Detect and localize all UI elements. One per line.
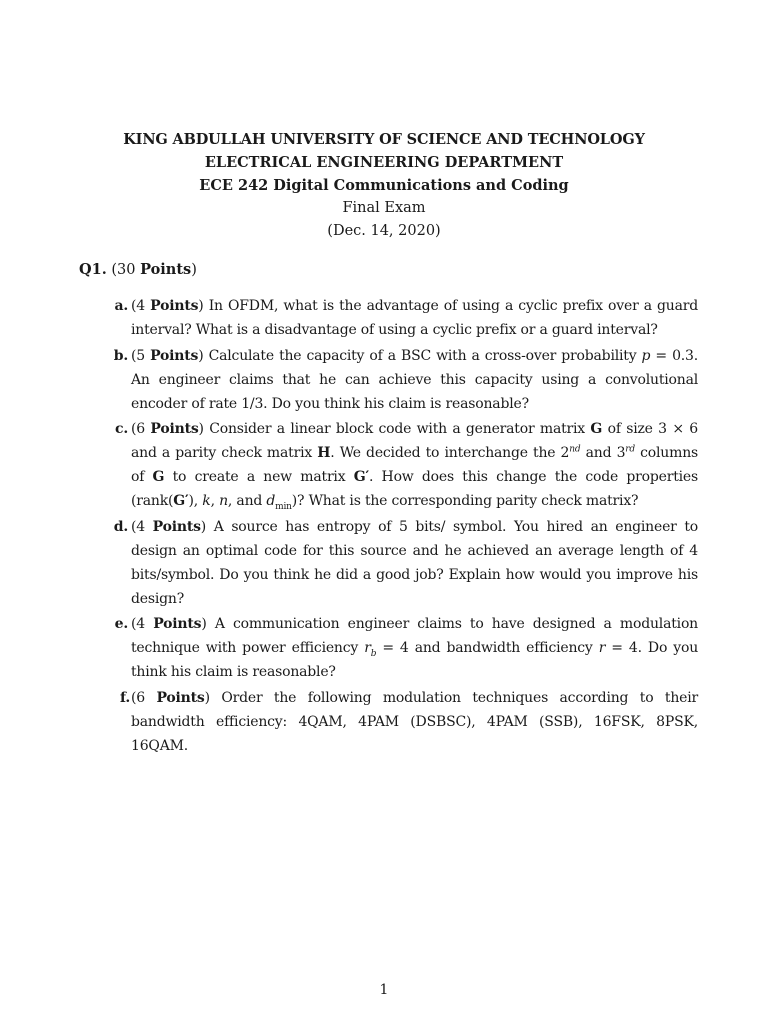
math-symbol: H [317, 445, 331, 462]
points-open: (4 [131, 298, 151, 314]
math-symbol: n [219, 493, 228, 510]
item-body: = 4. Do you think his claim is reasonable? [131, 640, 699, 681]
question-heading [79, 260, 197, 280]
item-text [131, 515, 698, 611]
math-symbol: r [598, 640, 606, 657]
points-word: Points [152, 518, 201, 535]
item-marker: b. [113, 347, 128, 364]
item-text [131, 612, 698, 684]
math-symbol: G [590, 421, 603, 438]
math-symbol: G′ [353, 469, 369, 486]
item-body: of size 3 × 6 and a parity check matrix [131, 421, 698, 462]
exam-header [0, 128, 768, 243]
question-label: Q1. [79, 261, 107, 278]
item-body: , and [227, 493, 267, 510]
points-open: (4 [131, 518, 153, 535]
points-open: (6 [131, 421, 151, 438]
item-body: to create a new matrix [164, 469, 354, 486]
points-word: Points [156, 689, 205, 706]
item-body: and 3 [580, 445, 626, 462]
exam-date: (Dec. 14, 2020) [327, 223, 441, 239]
course-title: ECE 242 Digital Communications and Coding [199, 177, 569, 194]
points-word: Points [150, 347, 199, 364]
item-body: columns of [131, 445, 698, 486]
list-item [108, 612, 698, 684]
item-text [131, 686, 698, 758]
item-text [131, 344, 698, 416]
math-symbol: d [266, 493, 276, 510]
item-text [131, 294, 698, 342]
item-marker: d. [113, 518, 128, 535]
page-number: 1 [379, 982, 389, 998]
item-body: ) In OFDM, what is the advantage of using a cyclic prefix over a guard interval? What is a disadvantage of using a cyclic prefix or a guard interval? [131, 298, 698, 338]
item-body: )? What is the corresponding parity check matrix? [291, 493, 639, 510]
item-body: ) A source has entropy of 5 bits/ symbol. You hired an engineer to design an optimal code for this source and he achieved an average length of 4 bits/symbol. Do you think he did a good job? Explain how would you improve his design? [131, 518, 698, 607]
university-name: KING ABDULLAH UNIVERSITY OF SCIENCE AND TECHNOLOGY [123, 131, 645, 148]
superscript: nd [569, 444, 581, 455]
points-word: Points [153, 616, 202, 633]
list-item [108, 344, 698, 416]
item-body: ) Order the following modulation techniques according to their bandwidth efficiency: 4QAM, 4PAM (DSBSC), 4PAM (SSB), 16FSK, 8PSK, 16QAM. [131, 689, 698, 754]
item-body: = 0.3. An engineer claims that he can achieve this capacity using a convolutional encoder of rate 1/3. Do you think his claim is reasonable? [131, 347, 698, 412]
math-symbol: G′ [173, 493, 189, 510]
math-symbol: G [152, 469, 165, 486]
item-body: ) A communication engineer claims to have designed a modulation technique with power efficiency [131, 616, 698, 657]
points-open: (4 [131, 616, 154, 633]
subscript: min [275, 501, 292, 512]
question-points-close: ) [191, 262, 197, 278]
question-items [108, 294, 698, 760]
item-body: ) Consider a linear block code with a generator matrix [198, 421, 591, 438]
points-word: Points [150, 421, 199, 438]
item-marker: a. [114, 298, 128, 314]
list-item [108, 686, 698, 758]
item-body: , [210, 493, 220, 510]
math-symbol: k [202, 493, 211, 510]
subscript: b [370, 649, 377, 660]
item-body: ) Calculate the capacity of a BSC with a cross-over probability [198, 347, 642, 364]
points-open: (6 [131, 689, 157, 706]
math-symbol: p [641, 347, 651, 364]
math-symbol: r [364, 640, 371, 657]
item-marker: c. [115, 421, 128, 438]
exam-title: Final Exam [342, 200, 426, 216]
item-body: . How does this change the code properties (rank( [131, 469, 698, 510]
points-open: (5 [131, 347, 151, 364]
department-name: ELECTRICAL ENGINEERING DEPARTMENT [204, 154, 564, 171]
item-marker: f. [120, 689, 130, 706]
question-points-word: Points [140, 261, 192, 278]
list-item [108, 294, 698, 342]
question-points-open: (30 [111, 262, 141, 278]
item-body: ), [188, 493, 203, 510]
item-marker: e. [114, 616, 128, 633]
item-body: = 4 and bandwidth efficiency [376, 640, 599, 657]
list-item [108, 515, 698, 611]
superscript: rd [625, 444, 635, 455]
item-body: . We decided to interchange the 2 [330, 445, 570, 462]
points-word: Points [150, 298, 199, 314]
item-text [131, 417, 698, 513]
list-item [108, 417, 698, 513]
